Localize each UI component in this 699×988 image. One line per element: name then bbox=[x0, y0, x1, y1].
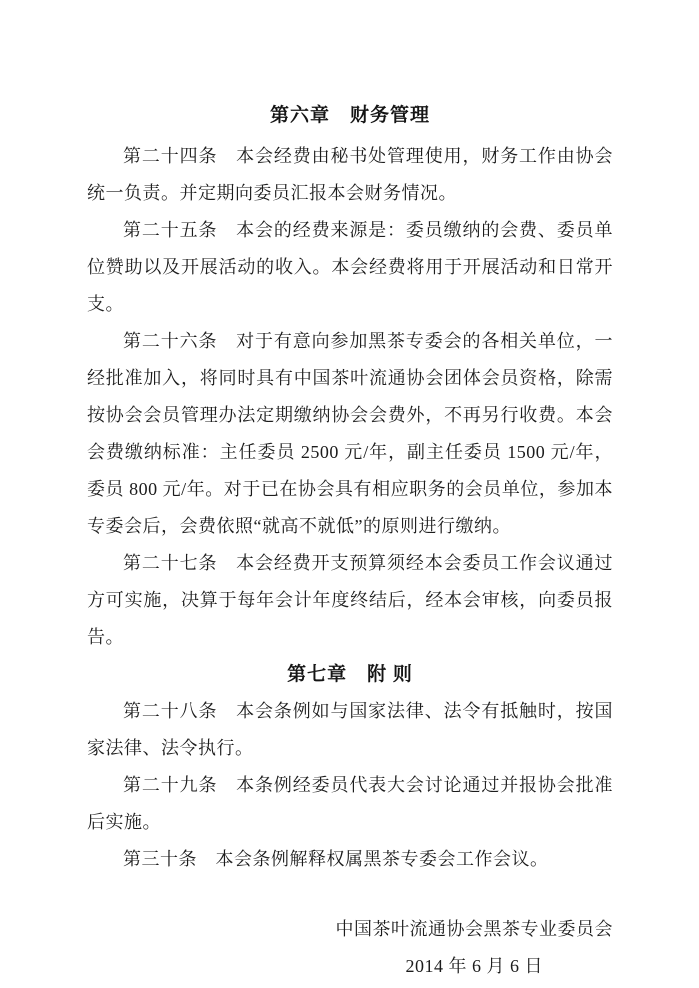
article-25: 第二十五条 本会的经费来源是：委员缴纳的会费、委员单位赞助以及开展活动的收入。本会经费将用于开展活动和日常开支。 bbox=[87, 220, 613, 314]
chapter-7-heading: 第七章 附 则 bbox=[287, 664, 413, 685]
article-24: 第二十四条 本会经费由秘书处管理使用，财务工作由协会统一负责。并定期向委员汇报本会财务情况。 bbox=[87, 146, 613, 203]
article-27: 第二十七条 本会经费开支预算须经本会委员工作会议通过方可实施，决算于每年会计年度终结后，经本会审核，向委员报告。 bbox=[87, 553, 613, 647]
signature-inner bbox=[336, 911, 614, 985]
date-line: 2014 年 6 月 6 日 bbox=[405, 956, 543, 976]
signature-block bbox=[87, 911, 613, 985]
article-30: 第三十条 本会条例解释权属黑茶专委会工作会议。 bbox=[123, 849, 549, 869]
chapter-6-heading: 第六章 财务管理 bbox=[269, 105, 430, 126]
signature-line: 中国茶叶流通协会黑茶专业委员会 bbox=[335, 919, 613, 939]
article-28: 第二十八条 本会条例如与国家法律、法令有抵触时，按国家法律、法令执行。 bbox=[87, 701, 613, 758]
article-26: 第二十六条 对于有意向参加黑茶专委会的各相关单位，一经批准加入，将同时具有中国茶叶流通协会团体会员资格，除需按协会会员管理办法定期缴纳协会会费外，不再另行收费。本会会费缴纳标准：主任委员 2500 元/年，副主任委员 1500 元/年，委员 800 元/年。对于已在协会具有相应职务的会员单位，参加本专委会后，会费依照“就高不就低”的原则进行缴纳。 bbox=[87, 331, 613, 536]
article-29: 第二十九条 本条例经委员代表大会讨论通过并报协会批准后实施。 bbox=[87, 775, 613, 832]
